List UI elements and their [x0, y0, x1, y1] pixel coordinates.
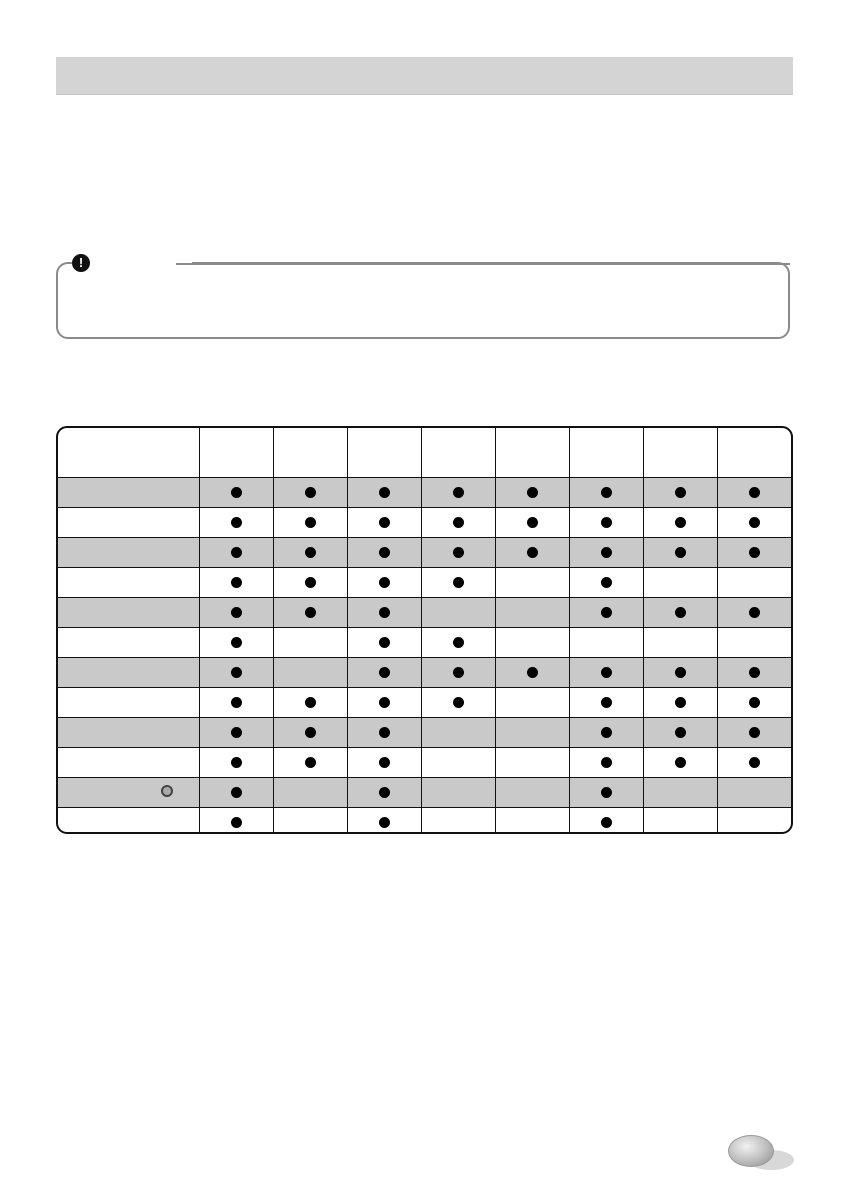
table-cell: [717, 628, 791, 658]
filled-dot-icon: [231, 787, 242, 798]
table-cell: [273, 628, 347, 658]
table-cell: [421, 568, 495, 598]
row-label: [58, 718, 199, 748]
table-cell: [421, 748, 495, 778]
table-cell: [495, 538, 569, 568]
filled-dot-icon: [749, 607, 760, 618]
table-cell: [199, 508, 273, 538]
filled-dot-icon: [305, 697, 316, 708]
table-cell: [643, 538, 717, 568]
filled-dot-icon: [749, 487, 760, 498]
filled-dot-icon: [379, 817, 390, 828]
table-row: [58, 508, 791, 538]
filled-dot-icon: [601, 697, 612, 708]
exclamation-icon: !: [72, 254, 90, 272]
row-label: [58, 598, 199, 628]
table-cell: [717, 568, 791, 598]
filled-dot-icon: [675, 667, 686, 678]
table-cell: [199, 748, 273, 778]
filled-dot-icon: [231, 547, 242, 558]
filled-dot-icon: [675, 727, 686, 738]
filled-dot-icon: [305, 487, 316, 498]
table-cell: [569, 478, 643, 508]
table-cell: [273, 508, 347, 538]
filled-dot-icon: [601, 757, 612, 768]
table-cell: [569, 658, 643, 688]
table-cell: [199, 658, 273, 688]
row-label: [58, 658, 199, 688]
table-cell: [273, 658, 347, 688]
table-cell: [347, 748, 421, 778]
filled-dot-icon: [231, 817, 242, 828]
table-cell: [495, 478, 569, 508]
table-cell: [421, 538, 495, 568]
header-cell: [569, 428, 643, 478]
table-cell: [643, 628, 717, 658]
header-cell: [421, 428, 495, 478]
table-cell: [273, 568, 347, 598]
filled-dot-icon: [675, 607, 686, 618]
filled-dot-icon: [527, 487, 538, 498]
row-label: [58, 778, 199, 808]
filled-dot-icon: [601, 547, 612, 558]
filled-dot-icon: [231, 577, 242, 588]
filled-dot-icon: [749, 727, 760, 738]
table-cell: [273, 688, 347, 718]
filled-dot-icon: [453, 487, 464, 498]
compatibility-table: [56, 426, 793, 834]
header-cell: [273, 428, 347, 478]
table-cell: [199, 478, 273, 508]
table-cell: [569, 808, 643, 835]
table-cell: [273, 598, 347, 628]
table-cell: [199, 718, 273, 748]
filled-dot-icon: [231, 697, 242, 708]
table-cell: [421, 478, 495, 508]
table-cell: [569, 628, 643, 658]
table-cell: [569, 688, 643, 718]
table-cell: [717, 718, 791, 748]
table-cell: [569, 538, 643, 568]
table-cell: [495, 778, 569, 808]
table-cell: [347, 598, 421, 628]
filled-dot-icon: [601, 667, 612, 678]
table-cell: [717, 688, 791, 718]
table-cell: [199, 808, 273, 835]
filled-dot-icon: [749, 697, 760, 708]
table-cell: [569, 598, 643, 628]
table-cell: [273, 808, 347, 835]
table-cell: [421, 808, 495, 835]
table-cell: [569, 508, 643, 538]
table-cell: [421, 778, 495, 808]
table-cell: [643, 598, 717, 628]
page-number-badge: [728, 1135, 774, 1167]
filled-dot-icon: [527, 517, 538, 528]
row-label: [58, 748, 199, 778]
table-cell: [643, 568, 717, 598]
table-cell: [347, 478, 421, 508]
table-cell: [717, 748, 791, 778]
table-cell: [421, 508, 495, 538]
filled-dot-icon: [601, 727, 612, 738]
option-symbol-icon: [161, 785, 173, 797]
table-cell: [643, 688, 717, 718]
table-cell: [717, 778, 791, 808]
row-label: [58, 688, 199, 718]
table-row: [58, 658, 791, 688]
filled-dot-icon: [379, 697, 390, 708]
filled-dot-icon: [601, 817, 612, 828]
filled-dot-icon: [675, 547, 686, 558]
notice-box: [56, 262, 790, 339]
table-cell: [643, 658, 717, 688]
table-cell: [495, 508, 569, 538]
section-header-bar: [56, 57, 793, 95]
filled-dot-icon: [379, 607, 390, 618]
filled-dot-icon: [453, 637, 464, 648]
row-label: [58, 478, 199, 508]
table-cell: [643, 508, 717, 538]
filled-dot-icon: [453, 697, 464, 708]
table-cell: [495, 598, 569, 628]
filled-dot-icon: [601, 607, 612, 618]
filled-dot-icon: [231, 637, 242, 648]
table-cell: [273, 478, 347, 508]
table-cell: [495, 628, 569, 658]
filled-dot-icon: [379, 667, 390, 678]
filled-dot-icon: [231, 607, 242, 618]
filled-dot-icon: [379, 787, 390, 798]
filled-dot-icon: [749, 667, 760, 678]
table-cell: [347, 628, 421, 658]
filled-dot-icon: [231, 667, 242, 678]
table-cell: [347, 658, 421, 688]
table-row: [58, 688, 791, 718]
filled-dot-icon: [527, 547, 538, 558]
header-cell: [199, 428, 273, 478]
filled-dot-icon: [675, 757, 686, 768]
header-cell: [495, 428, 569, 478]
table-row: [58, 718, 791, 748]
filled-dot-icon: [601, 577, 612, 588]
table-row: [58, 478, 791, 508]
filled-dot-icon: [379, 487, 390, 498]
table-cell: [421, 628, 495, 658]
table-row: [58, 808, 791, 835]
table-cell: [273, 748, 347, 778]
table-cell: [347, 538, 421, 568]
notice-divider: [176, 263, 790, 265]
filled-dot-icon: [231, 727, 242, 738]
table-cell: [569, 718, 643, 748]
table-row: [58, 568, 791, 598]
table-cell: [643, 718, 717, 748]
table-cell: [347, 508, 421, 538]
table-cell: [347, 718, 421, 748]
table-cell: [199, 688, 273, 718]
filled-dot-icon: [231, 757, 242, 768]
filled-dot-icon: [379, 577, 390, 588]
table-cell: [273, 538, 347, 568]
table-cell: [199, 628, 273, 658]
table-row: [58, 598, 791, 628]
table-cell: [495, 688, 569, 718]
table-cell: [347, 778, 421, 808]
table-cell: [273, 718, 347, 748]
table-cell: [421, 688, 495, 718]
table-cell: [421, 598, 495, 628]
filled-dot-icon: [453, 577, 464, 588]
table-cell: [199, 778, 273, 808]
table-row: [58, 538, 791, 568]
filled-dot-icon: [305, 727, 316, 738]
filled-dot-icon: [231, 487, 242, 498]
table-cell: [569, 778, 643, 808]
filled-dot-icon: [675, 517, 686, 528]
table-header-row: [58, 428, 791, 478]
table-cell: [643, 808, 717, 835]
table-cell: [717, 808, 791, 835]
table-cell: [643, 778, 717, 808]
header-cell: [347, 428, 421, 478]
table-row: [58, 778, 791, 808]
filled-dot-icon: [305, 547, 316, 558]
table-cell: [347, 688, 421, 718]
row-label: [58, 568, 199, 598]
table-cell: [717, 508, 791, 538]
header-cell: [717, 428, 791, 478]
filled-dot-icon: [675, 487, 686, 498]
table-cell: [569, 568, 643, 598]
filled-dot-icon: [305, 577, 316, 588]
table-cell: [495, 808, 569, 835]
header-cell: [643, 428, 717, 478]
row-label: [58, 808, 199, 835]
filled-dot-icon: [305, 517, 316, 528]
filled-dot-icon: [453, 517, 464, 528]
filled-dot-icon: [379, 517, 390, 528]
filled-dot-icon: [749, 517, 760, 528]
filled-dot-icon: [601, 787, 612, 798]
table-cell: [495, 748, 569, 778]
table-cell: [421, 718, 495, 748]
filled-dot-icon: [749, 547, 760, 558]
table-cell: [495, 658, 569, 688]
filled-dot-icon: [379, 547, 390, 558]
row-label: [58, 628, 199, 658]
filled-dot-icon: [601, 517, 612, 528]
filled-dot-icon: [453, 547, 464, 558]
table-cell: [717, 538, 791, 568]
filled-dot-icon: [453, 667, 464, 678]
table-row: [58, 748, 791, 778]
table-cell: [273, 778, 347, 808]
filled-dot-icon: [749, 757, 760, 768]
filled-dot-icon: [527, 667, 538, 678]
table-cell: [717, 598, 791, 628]
filled-dot-icon: [379, 637, 390, 648]
filled-dot-icon: [601, 487, 612, 498]
table-cell: [347, 568, 421, 598]
table-cell: [643, 748, 717, 778]
filled-dot-icon: [675, 697, 686, 708]
filled-dot-icon: [379, 727, 390, 738]
filled-dot-icon: [231, 517, 242, 528]
table-cell: [347, 808, 421, 835]
table-cell: [421, 658, 495, 688]
table-cell: [495, 718, 569, 748]
table-cell: [199, 538, 273, 568]
table-cell: [199, 568, 273, 598]
table-cell: [643, 478, 717, 508]
filled-dot-icon: [305, 757, 316, 768]
row-label: [58, 538, 199, 568]
table-cell: [717, 478, 791, 508]
header-cell-label: [58, 428, 199, 478]
table-cell: [495, 568, 569, 598]
table-cell: [569, 748, 643, 778]
table-cell: [717, 658, 791, 688]
row-label: [58, 508, 199, 538]
table-cell: [199, 598, 273, 628]
table-row: [58, 628, 791, 658]
filled-dot-icon: [305, 607, 316, 618]
filled-dot-icon: [379, 757, 390, 768]
